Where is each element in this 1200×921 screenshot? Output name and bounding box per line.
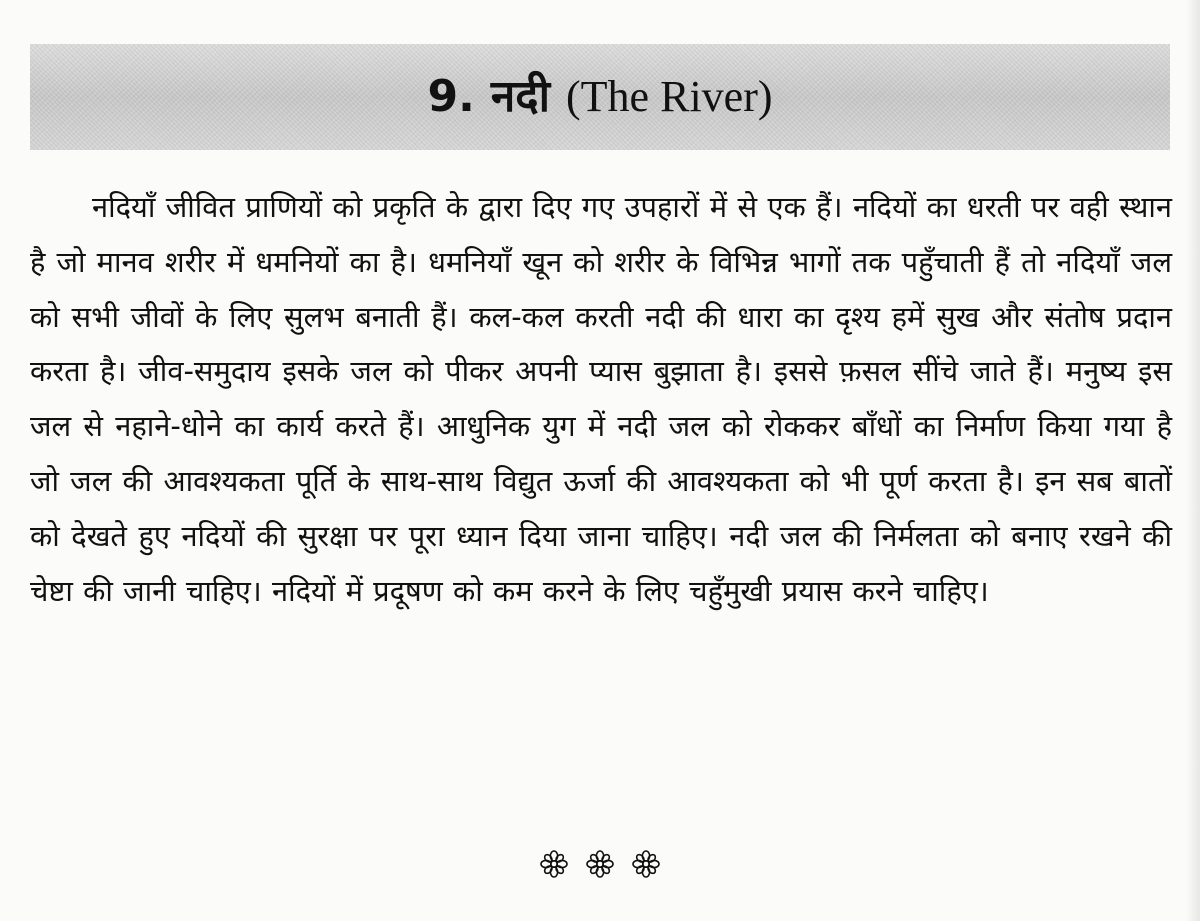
flower-ornament-icon — [630, 848, 662, 880]
closing-ornaments — [0, 848, 1200, 880]
title-number: 9. — [427, 71, 475, 122]
flower-ornament-icon — [538, 848, 570, 880]
flower-ornament-icon — [584, 848, 616, 880]
page-edge-shadow — [1186, 0, 1200, 921]
title-hindi: नदी — [490, 71, 551, 122]
essay-paragraph: नदियाँ जीवित प्राणियों को प्रकृति के द्वारा दिए गए उपहारों में से एक हैं। नदियों का धरती पर वही स्थान है जो मानव शरीर में धमनियों का है। धमनियाँ खून को शरीर के विभिन्न भागों तक पहुँचाती हैं तो नदियाँ जल को सभी जीवों के लिए सुलभ बनाती हैं। कल-कल करती नदी की धारा का दृश्य हमें सुख और संतोष प्रदान करता है। जीव-समुदाय इसके जल को पीकर अपनी प्यास बुझाता है। इससे फ़सल सींचे जाते हैं। मनुष्य इस जल से नहाने-धोने का कार्य करते हैं। आधुनिक युग में नदी जल को रोककर बाँधों का निर्माण किया गया है जो जल की आवश्यकता पूर्ति के साथ-साथ विद्युत ऊर्जा की आवश्यकता को भी पूर्ण करता है। इन सब बातों को देखते हुए नदियों की सुरक्षा पर पूरा ध्यान दिया जाना चाहिए। नदी जल की निर्मलता को बनाए रखने की चेष्टा की जानी चाहिए। नदियों में प्रदूषण को कम करने के लिए चहुँमुखी प्रयास करने चाहिए। — [30, 190, 1172, 608]
title-english: (The River) — [566, 72, 773, 121]
title-banner — [30, 44, 1170, 150]
page-title — [428, 64, 773, 124]
